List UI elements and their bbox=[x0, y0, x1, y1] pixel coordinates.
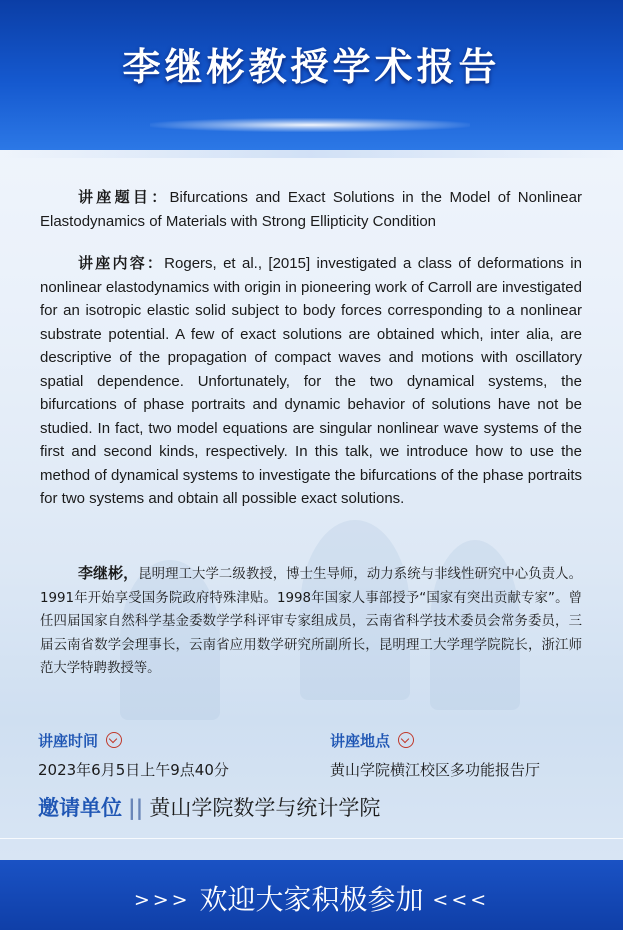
footer-message bbox=[0, 878, 623, 918]
time-label: 讲座时间 bbox=[38, 732, 99, 750]
content-text: Rogers, et al., [2015] investigated a class of deformations in nonlinear elastodynamics with origin in pioneering work of Carroll are investigated for an isotropic elastic solid subject to body forces corresponding to a nonlinear substrate potential. A few of exact solutions are obtained which, inter alia, are descriptive of the propagation of compact waves and motions with oscillatory spatial dependence. Unfortunately, for the two dynamical systems, the bifurcations of phase portraits and dynamic behavior of solutions have not be studied. In fact, two model equations are singular nonlinear wave systems of the first and second kinds, respectively. In this talk, we introduce how to use the method of dynamical systems to investigate the bifurcations of the phase portraits for two systems and obtain all possible exact solutions. bbox=[40, 255, 582, 507]
footer-divider bbox=[0, 838, 623, 839]
organizer bbox=[38, 792, 380, 822]
lecture-content bbox=[40, 252, 582, 511]
left-arrows: >>> bbox=[133, 889, 191, 911]
lecture-topic bbox=[40, 186, 582, 233]
content-label: 讲座内容： bbox=[78, 254, 165, 272]
location-value: 黄山学院横江校区多功能报告厅 bbox=[330, 761, 541, 779]
header-glow bbox=[150, 118, 470, 132]
organizer-value: 黄山学院数学与统计学院 bbox=[149, 796, 381, 820]
location-label: 讲座地点 bbox=[330, 732, 391, 750]
bio-text: 昆明理工大学二级教授，博士生导师，动力系统与非线性研究中心负责人。1991年开始享受国务院政府特殊津贴。1998年国家人事部授予“国家有突出贡献专家”。曾任四届国家自然科学基金委数学学科评审专家组成员，云南省科学技术委员会常务委员，三届云南省数学会理事长，云南省应用数学研究所副所长，昆明理工大学理学院院长，浙江师范大学特聘教授等。 bbox=[40, 567, 582, 676]
organizer-separator: || bbox=[128, 796, 144, 820]
speaker-bio bbox=[40, 562, 582, 681]
right-arrows: <<< bbox=[432, 889, 490, 911]
time-label-row bbox=[38, 730, 122, 751]
organizer-label: 邀请单位 bbox=[38, 796, 122, 820]
header-divider bbox=[0, 150, 623, 158]
footer-banner bbox=[0, 860, 623, 930]
topic-label: 讲座题目： bbox=[78, 188, 170, 206]
header-banner bbox=[0, 0, 623, 150]
chevron-down-icon bbox=[106, 732, 122, 748]
location-label-row bbox=[330, 730, 414, 751]
chevron-down-icon bbox=[398, 732, 414, 748]
speaker-name: 李继彬， bbox=[78, 564, 139, 582]
page-title: 李继彬教授学术报告 bbox=[122, 45, 501, 89]
topic-text: Bifurcations and Exact Solutions in the Model of Nonlinear Elastodynamics of Materials with Strong Ellipticity Condition bbox=[40, 189, 582, 230]
footer-text: 欢迎大家积极参加 bbox=[199, 883, 424, 916]
time-value: 2023年6月5日上午9点40分 bbox=[38, 761, 229, 779]
